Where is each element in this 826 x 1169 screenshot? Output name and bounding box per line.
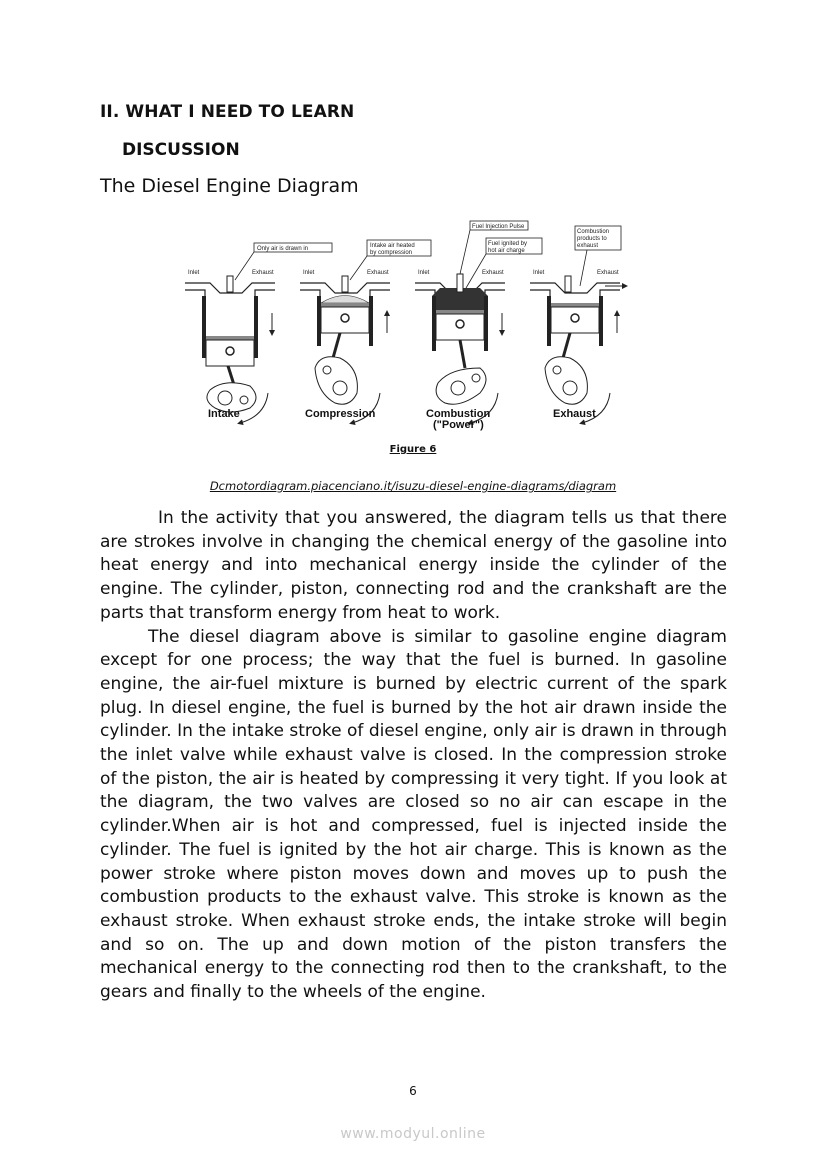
stage-label-exhaust: Exhaust	[553, 408, 596, 420]
stage-combustion	[415, 221, 542, 423]
svg-text:Inlet: Inlet	[303, 270, 315, 276]
svg-text:Inlet: Inlet	[418, 270, 430, 276]
svg-text:Inlet: Inlet	[533, 270, 545, 276]
exhaust-label: Exhaust	[252, 270, 274, 276]
stage-label-combustion: Combustion	[426, 408, 491, 420]
svg-text:exhaust: exhaust	[577, 243, 599, 249]
svg-text:Only air is drawn in: Only air is drawn in	[257, 246, 309, 252]
watermark: www.modyul.online	[340, 1126, 486, 1142]
svg-text:hot air charge: hot air charge	[488, 248, 525, 254]
section-heading: II. WHAT I NEED TO LEARN	[100, 102, 355, 122]
figure-caption: Figure 6	[389, 444, 437, 455]
svg-text:Fuel Injection Pulse: Fuel Injection Pulse	[472, 224, 525, 230]
stage-exhaust	[530, 226, 625, 423]
page-title: The Diesel Engine Diagram	[100, 175, 359, 197]
svg-text:Intake air heated: Intake air heated	[370, 243, 415, 249]
paragraph: The diesel diagram above is similar to gasoline engine diagram except for one process; the way that the fuel is burned. In gasoline engine, the air-fuel mixture is burned by electric current of the spark plug. In diesel engine, the fuel is burned by the hot air drawn inside the cylinder. In the intake stroke of diesel engine, only air is drawn in through the inlet valve while exhaust valve is closed. In the compression stroke of the piston, the air is heated by compressing it very tight. If you look at the diagram, the two valves are closed so no air can escape in the cylinder.When air is hot and compressed, fuel is injected inside the cylinder. The fuel is ignited by the hot air charge. This is known as the power stroke where piston moves down and moves up to push the combustion products to the exhaust valve. This stroke is known as the exhaust stroke. When exhaust stroke ends, the intake stroke will begin and so on. The up and down motion of the piston transfers the mechanical energy to the connecting rod then to the crankshaft, to the gears and finally to the wheels of the engine.	[100, 626, 727, 1003]
inlet-label: Inlet	[188, 270, 200, 276]
stage-label-compression: Compression	[305, 408, 376, 420]
stage-compression	[300, 240, 431, 423]
svg-text:Fuel ignited by: Fuel ignited by	[488, 241, 528, 247]
svg-text:Exhaust: Exhaust	[597, 270, 619, 276]
stage-label-intake: Intake	[208, 408, 240, 420]
svg-text:products to: products to	[577, 236, 607, 242]
svg-text:Combustion: Combustion	[577, 229, 610, 235]
figure-source-link[interactable]: Dcmotordiagram.piacenciano.it/isuzu-diesel-engine-diagrams/diagram	[209, 479, 617, 493]
subsection-heading: DISCUSSION	[122, 140, 240, 160]
svg-text:Exhaust: Exhaust	[367, 270, 389, 276]
paragraph: In the activity that you answered, the diagram tells us that there are strokes involve in changing the chemical energy of the gasoline into heat energy and into mechanical energy inside the cylinder of the engine. The cylinder, piston, connecting rod and the crankshaft are the parts that transform energy from heat to work.	[100, 508, 727, 623]
svg-text:by compression: by compression	[370, 250, 413, 256]
svg-text:Exhaust: Exhaust	[482, 270, 504, 276]
discussion-body	[100, 507, 727, 1005]
page-number: 6	[409, 1084, 417, 1098]
stage-labels	[180, 408, 640, 438]
diesel-engine-diagram	[180, 218, 640, 438]
stage-sublabel-combustion: ("Power")	[433, 419, 484, 431]
